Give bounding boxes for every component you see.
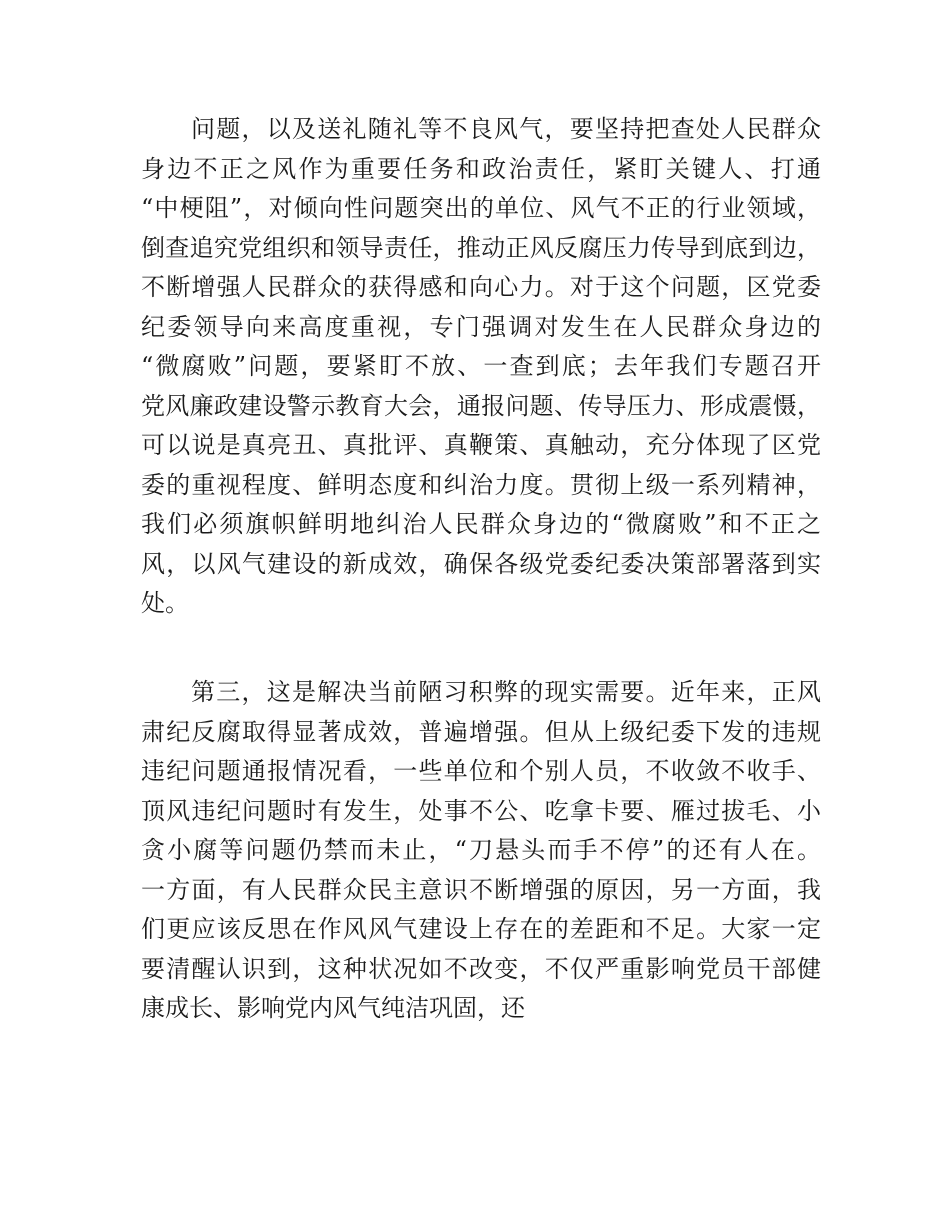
paragraph-line: 风，以风气建设的新成效，确保各级党委纪委决策部署落到实 (141, 549, 821, 578)
paragraph-line: 不断增强人民群众的获得感和向心力。对于这个问题，区党委 (141, 273, 821, 301)
paragraph-line: 贪小腐等问题仍禁而未止，“刀悬头而手不停”的还有人在。 (141, 836, 821, 864)
paragraph-line: 们更应该反思在作风风气建设上存在的差距和不足。大家一定 (141, 915, 821, 943)
paragraph-line: 倒查追究党组织和领导责任，推动正风反腐压力传导到底到边， (141, 233, 821, 262)
paragraph-line: 康成长、影响党内风气纯洁巩固，还 (141, 994, 525, 1022)
paragraph-line: 委的重视程度、鲜明态度和纠治力度。贯彻上级一系列精神， (141, 470, 821, 499)
paragraph-line: 处。 (141, 589, 189, 617)
paragraph-1 (141, 110, 821, 624)
paragraph-line: 问题，以及送礼随礼等不良风气，要坚持把查处人民群众 (191, 115, 821, 143)
paragraph-line: 我们必须旗帜鲜明地纠治人民群众身边的“微腐败”和不正之 (141, 510, 821, 538)
paragraph-line: 党风廉政建设警示教育大会，通报问题、传导压力、形成震慑， (141, 391, 821, 420)
paragraph-line: “微腐败”问题，要紧盯不放、一查到底；去年我们专题召开 (141, 352, 821, 380)
paragraph-line: 要清醒认识到，这种状况如不改变，不仅严重影响党员干部健 (141, 954, 821, 983)
paragraph-line: 一方面，有人民群众民主意识不断增强的原因，另一方面，我 (141, 875, 821, 904)
paragraph-2 (141, 673, 821, 1029)
paragraph-line: 身边不正之风作为重要任务和政治责任，紧盯关键人、打通 (141, 154, 821, 183)
paragraph-line: 顶风违纪问题时有发生，处事不公、吃拿卡要、雁过拔毛、小 (141, 796, 821, 825)
paragraph-line: “中梗阻”，对倾向性问题突出的单位、风气不正的行业领域， (141, 194, 821, 222)
paragraph-line: 第三，这是解决当前陋习积弊的现实需要。近年来，正风 (191, 678, 821, 706)
paragraph-line: 纪委领导向来高度重视，专门强调对发生在人民群众身边的 (141, 312, 821, 341)
paragraph-line: 可以说是真亮丑、真批评、真鞭策、真触动，充分体现了区党 (141, 431, 821, 459)
paragraph-line: 肃纪反腐取得显著成效，普遍增强。但从上级纪委下发的违规 (141, 717, 821, 746)
paragraph-line: 违纪问题通报情况看，一些单位和个别人员，不收敛不收手、 (141, 757, 821, 785)
